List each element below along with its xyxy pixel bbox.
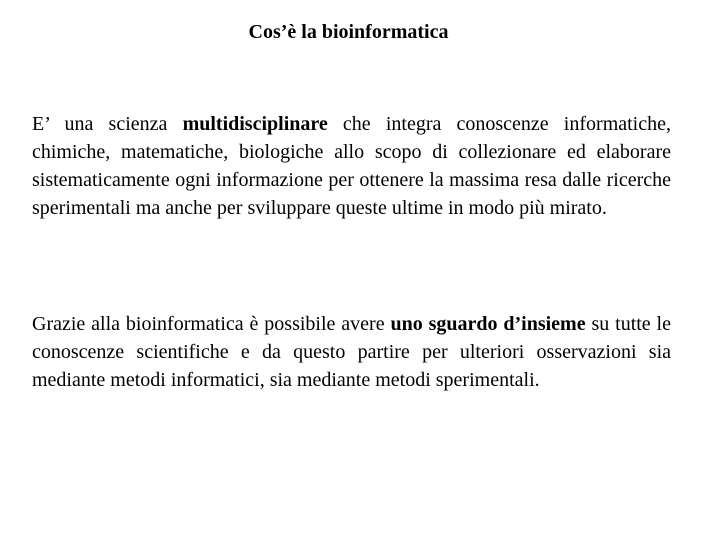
keyword-sguardo-insieme: uno sguardo d’insieme <box>390 313 586 335</box>
paragraph-benefit-lead: Grazie alla bioinformatica è possibile avere <box>32 313 391 335</box>
paragraph-benefit <box>32 310 671 394</box>
keyword-multidisciplinare: multidisciplinare <box>182 113 328 135</box>
paragraph-definition <box>32 110 671 222</box>
paragraph-definition-lead: E’ una scienza <box>32 113 183 135</box>
paragraph-benefit-rest: su tutte le conoscenze scientifiche e da questo partire per ulteriori osservazioni sia mediante metodi informatici, sia mediante metodi sperimentali. <box>32 313 671 391</box>
paragraph-definition-rest: che integra conoscenze informatiche, chimiche, matematiche, biologiche allo scopo di collezionare ed elaborare sistematicamente ogni informazione per ottenere la massima resa dalle ricerche sperimentali ma anche per sviluppare queste ultime in modo più mirato. <box>32 113 671 219</box>
slide-title: Cos’è la bioinformatica <box>248 21 449 43</box>
